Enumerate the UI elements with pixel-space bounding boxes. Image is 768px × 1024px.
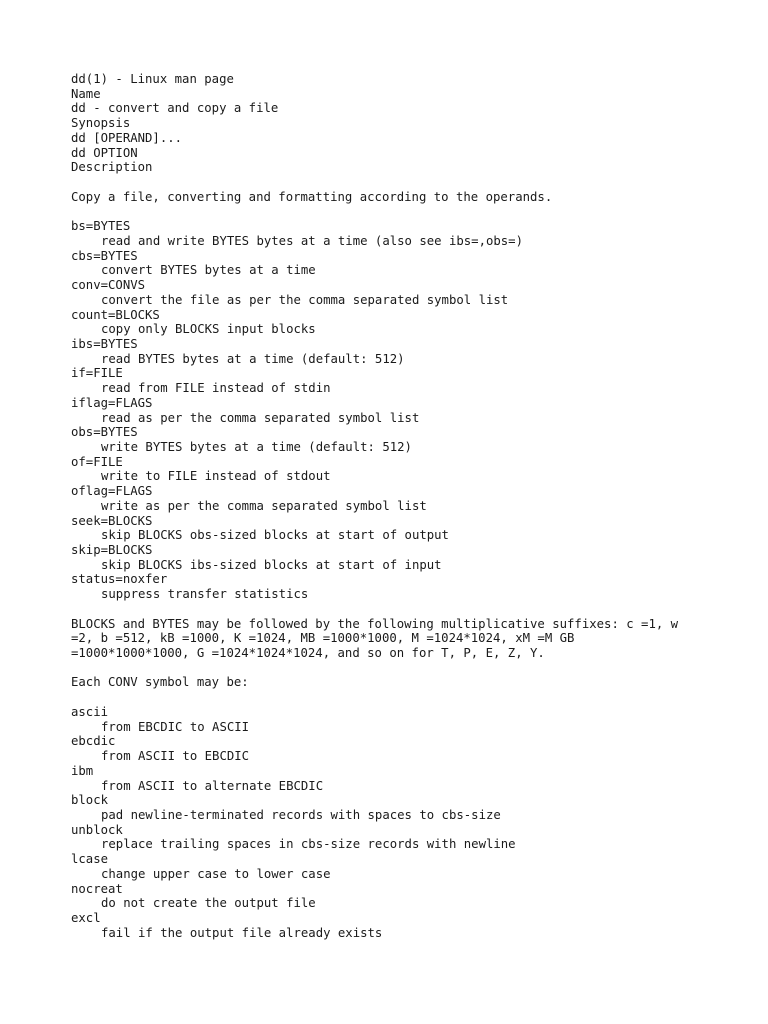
operand-desc: read BYTES bytes at a time (default: 512): [101, 351, 405, 366]
conv-term: unblock: [71, 822, 123, 837]
operand-desc: copy only BLOCKS input blocks: [101, 322, 316, 337]
operand-desc: convert BYTES bytes at a time: [101, 263, 316, 278]
operand-term: conv=CONVS: [71, 278, 146, 293]
operand-desc: read as per the comma separated symbol list: [101, 410, 420, 425]
operand-desc: skip BLOCKS obs-sized blocks at start of output: [101, 528, 449, 543]
name-heading: Name: [71, 86, 101, 101]
name-text: dd - convert and copy a file: [71, 101, 279, 116]
conv-desc: change upper case to lower case: [101, 866, 331, 881]
operand-term: status=noxfer: [71, 572, 168, 587]
operand-desc: suppress transfer statistics: [101, 587, 309, 602]
synopsis-heading: Synopsis: [71, 116, 131, 131]
conv-term: ascii: [71, 704, 109, 719]
operand-desc: write to FILE instead of stdout: [101, 469, 331, 484]
conv-desc: from ASCII to EBCDIC: [101, 749, 250, 764]
description-heading: Description: [71, 160, 153, 175]
man-page-document: [71, 72, 731, 940]
operand-term: obs=BYTES: [71, 425, 138, 440]
operand-desc: write as per the comma separated symbol list: [101, 498, 427, 513]
operand-term: skip=BLOCKS: [71, 543, 153, 557]
operand-term: cbs=BYTES: [71, 248, 138, 263]
suffix-paragraph-line: BLOCKS and BYTES may be followed by the following multiplicative suffixes: c =1, w: [71, 616, 679, 631]
conv-desc: replace trailing spaces in cbs-size records with newline: [101, 837, 516, 852]
suffix-paragraph-line: =2, b =512, kB =1000, K =1024, MB =1000*1000, M =1024*1024, xM =M GB: [71, 631, 575, 646]
operand-desc: skip BLOCKS ibs-sized blocks at start of input: [101, 557, 442, 572]
operand-term: bs=BYTES: [71, 219, 131, 234]
operand-term: of=FILE: [71, 454, 123, 469]
operand-term: iflag=FLAGS: [71, 395, 153, 410]
synopsis-line: dd [OPERAND]...: [71, 130, 183, 145]
synopsis-line: dd OPTION: [71, 145, 138, 160]
conv-intro: Each CONV symbol may be:: [71, 675, 249, 690]
operand-term: ibs=BYTES: [71, 336, 138, 351]
blank-line: [71, 175, 731, 190]
conv-desc: from ASCII to alternate EBCDIC: [101, 778, 324, 793]
suffix-paragraph-line: =1000*1000*1000, G =1024*1024*1024, and so on for T, P, E, Z, Y.: [71, 646, 545, 661]
intro-paragraph: Copy a file, converting and formatting according to the operands.: [71, 189, 553, 204]
operand-desc: read from FILE instead of stdin: [101, 381, 331, 396]
operand-desc: write BYTES bytes at a time (default: 512): [101, 439, 412, 454]
operand-term: oflag=FLAGS: [71, 484, 153, 499]
conv-desc: from EBCDIC to ASCII: [101, 719, 250, 734]
operand-term: seek=BLOCKS: [71, 513, 153, 528]
blank-line: [71, 690, 731, 705]
blank-line: [71, 602, 731, 617]
operand-term: if=FILE: [71, 366, 123, 381]
conv-desc: fail if the output file already exists: [101, 925, 383, 940]
conv-symbol-list: [71, 705, 731, 941]
operand-list: [71, 219, 731, 602]
operand-desc: read and write BYTES bytes at a time (also see ibs=,obs=): [101, 233, 523, 248]
page-title: dd(1) - Linux man page: [71, 72, 234, 86]
conv-desc: pad newline-terminated records with spaces to cbs-size: [101, 807, 501, 822]
conv-term: lcase: [71, 852, 109, 867]
operand-desc: convert the file as per the comma separated symbol list: [101, 292, 509, 307]
conv-term: ebcdic: [71, 734, 116, 749]
blank-line: [71, 661, 731, 676]
blank-line: [71, 204, 731, 219]
conv-term: nocreat: [71, 881, 123, 896]
conv-desc: do not create the output file: [101, 896, 316, 911]
conv-term: block: [71, 793, 109, 808]
conv-term: excl: [71, 910, 101, 925]
conv-term: ibm: [71, 763, 94, 778]
operand-term: count=BLOCKS: [71, 307, 160, 322]
